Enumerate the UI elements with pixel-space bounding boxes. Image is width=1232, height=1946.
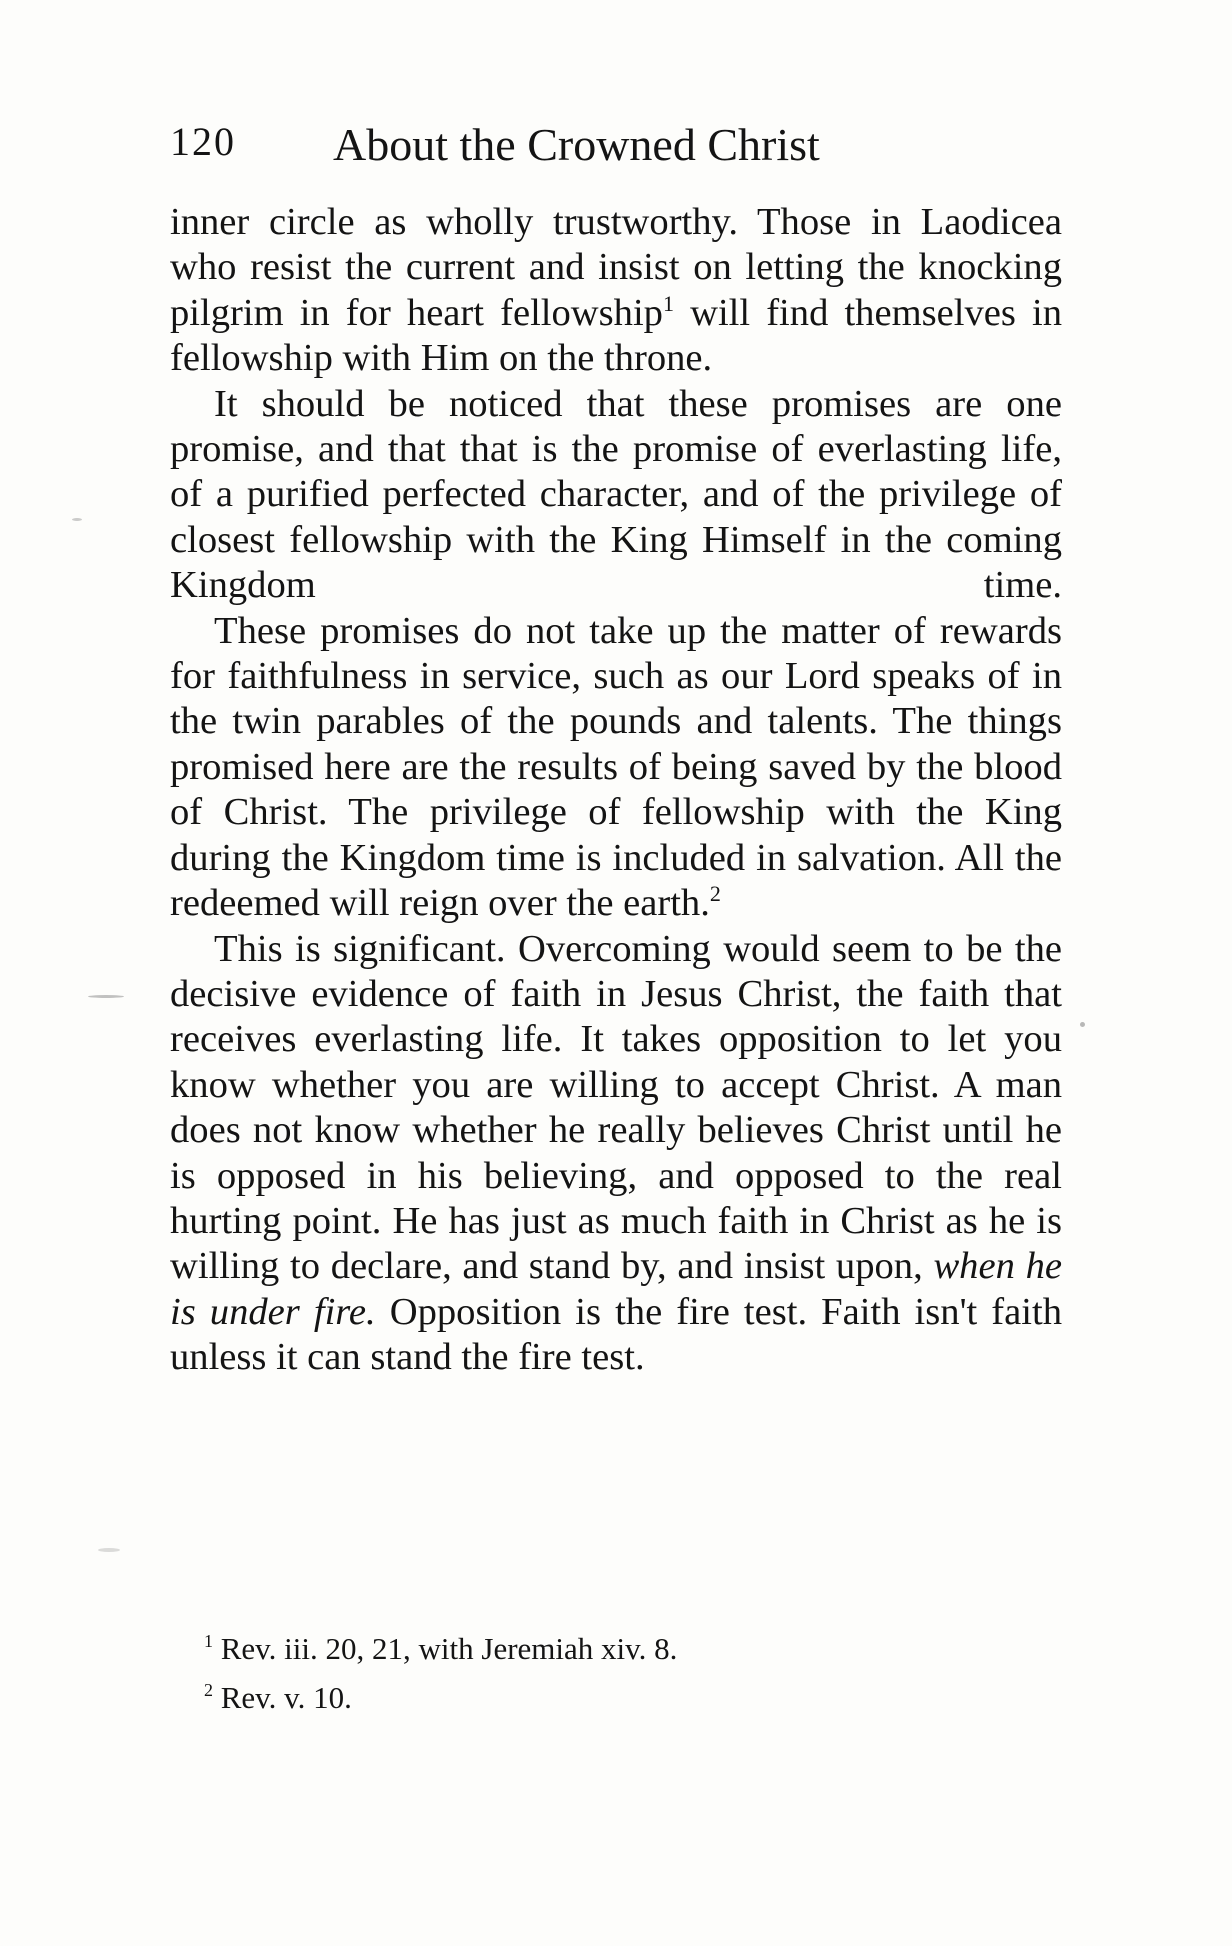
text-run: will find themselves in fellowship with Him on the throne. xyxy=(170,291,1062,380)
text-run: These promises do not take up the matter of rewards for faithfulness in service, such as our Lord speaks of in the twin parables of the pounds and talents. The things promised here are the results of being saved by the blood of Christ. The privilege of fellowship with the King during the Kingdom time is included in salvation. All the redeemed will reign over the earth. xyxy=(170,609,1062,925)
footnote xyxy=(204,1624,1004,1673)
footnote-mark: 1 xyxy=(204,1631,213,1651)
paragraph xyxy=(170,200,1062,382)
footnote-text: Rev. iii. 20, 21, with Jeremiah xiv. 8. xyxy=(220,1631,678,1666)
page-number: 120 xyxy=(170,119,236,164)
footnote-reference: 2 xyxy=(709,881,721,907)
italic-phrase: when he is under fire. xyxy=(170,1245,1062,1333)
paragraph xyxy=(170,927,1062,1381)
scan-speck xyxy=(1080,1022,1085,1027)
text-run: This is significant. Overcoming would seem to be the decisive evidence of faith in Jesus Christ, the faith that receives everlasting life. It takes opposition to let you know whether you are willing to accept Christ. A man does not know whether he really believes Christ until he is opposed in his believing, and opposed to the real hurting point. He has just as much faith in Christ as he is willing to declare, and stand by, and insist upon, xyxy=(170,927,1062,1288)
footnote-text: Rev. v. 10. xyxy=(220,1680,352,1715)
text-run: Opposition is the fire test. Faith isn't faith unless it can stand the fire test. xyxy=(170,1290,1063,1379)
scan-speck xyxy=(88,995,124,998)
scan-speck xyxy=(98,1548,120,1552)
paragraph xyxy=(170,609,1062,927)
scan-speck xyxy=(72,518,82,521)
paragraph xyxy=(170,382,1062,609)
footnotes xyxy=(204,1624,1004,1722)
page-header xyxy=(170,118,1080,178)
footnote-reference: 1 xyxy=(662,290,674,316)
text-run: It should be noticed that these promises are one promise, and that that is the promise of everlasting life, of a purified perfected character, and of the privilege of closest fellowship with the King Himself in the coming Kingdom time. xyxy=(170,382,1062,607)
running-title: About the Crowned Christ xyxy=(333,119,820,170)
footnote-mark: 2 xyxy=(204,1680,213,1700)
text-run: inner circle as wholly trustworthy. Those in Laodicea who resist the current and insist on letting the knocking pilgrim in for heart fellowship xyxy=(170,201,1062,334)
footnote xyxy=(204,1673,1004,1722)
body-text xyxy=(170,200,1062,1381)
